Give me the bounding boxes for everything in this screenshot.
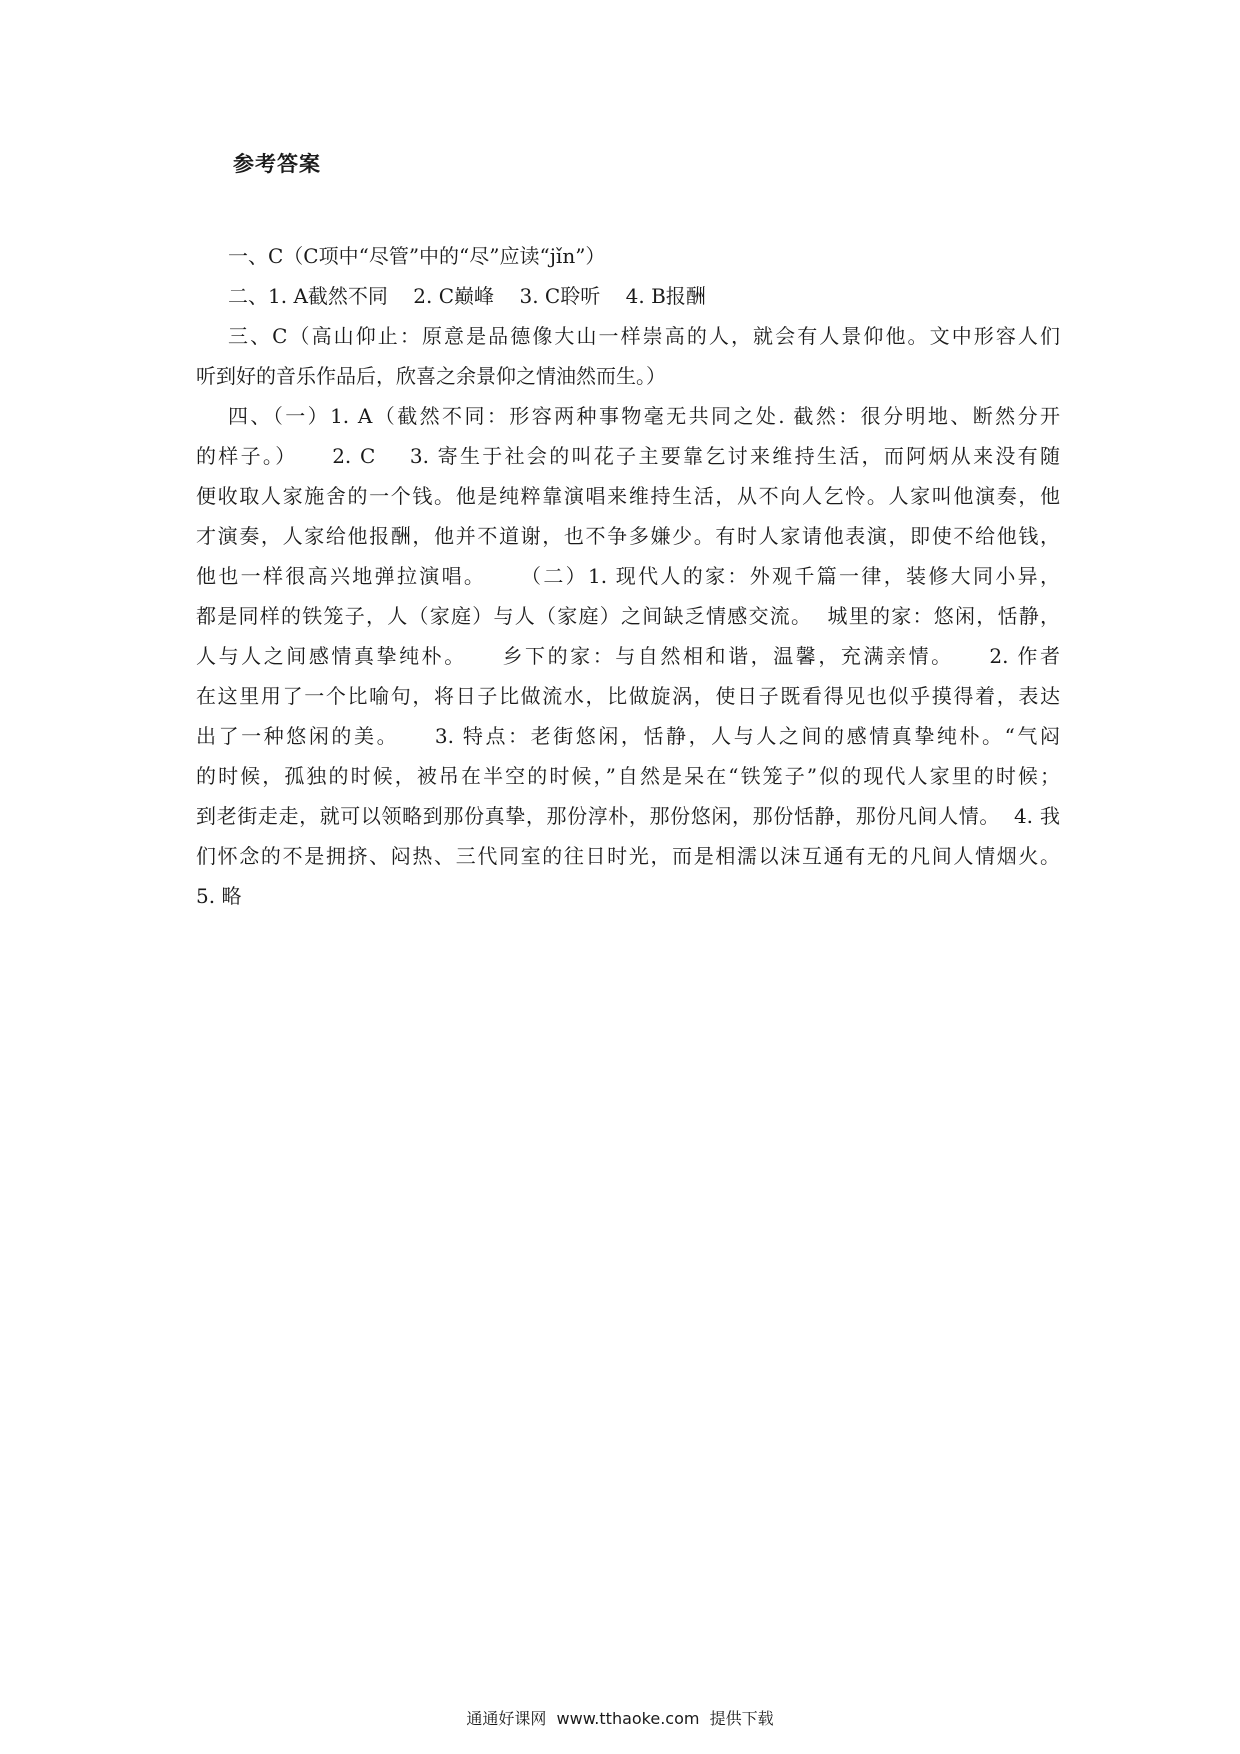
answer-line-11: 人与人之间感情真挚纯朴。 乡下的家：与自然相和谐，温馨，充满亲情。 2. 作者 [196,644,1060,668]
answer-line-6: 的样子。） 2. C 3. 寄生于社会的叫花子主要靠乞讨来维持生活，而阿炳从来没有随 [196,444,1060,468]
answer-line-15: 到老街走走，就可以领略到那份真挚，那份淳朴，那份悠闲，那份恬静，那份凡间人情。 4. 我 [196,804,1060,828]
answer-line-9: 他也一样很高兴地弹拉演唱。 （二）1. 现代人的家：外观千篇一律，装修大同小异， [196,564,1060,588]
answer-line-14: 的时候，孤独的时候，被吊在半空的时候，”自然是呆在“铁笼子”似的现代人家里的时候； [196,764,1060,788]
answer-line-3: 三、C（高山仰止：原意是品德像大山一样崇高的人，就会有人景仰他。文中形容人们 [228,324,1060,348]
answer-line-1: 一、C（C项中“尽管”中的“尽”应读“jǐn”） [228,244,606,268]
answer-line-16: 们怀念的不是拥挤、闷热、三代同室的往日时光，而是相濡以沫互通有无的凡间人情烟火。 [196,844,1060,868]
answer-line-12: 在这里用了一个比喻句，将日子比做流水，比做旋涡，使日子既看得见也似乎摸得着，表达 [196,684,1060,708]
answer-line-4: 听到好的音乐作品后，欣喜之余景仰之情油然而生。） [196,364,666,388]
footer-credit: 通通好课网 www.tthaoke.com 提供下载 [466,1709,774,1728]
answer-line-13: 出了一种悠闲的美。 3. 特点：老街悠闲，恬静，人与人之间的感情真挚纯朴。“气闷 [196,724,1060,748]
answer-line-5: 四、（一）1. A（截然不同：形容两种事物毫无共同之处. 截然：很分明地、断然分开 [228,404,1060,428]
answer-line-8: 才演奏，人家给他报酬，他并不道谢，也不争多嫌少。有时人家请他表演，即使不给他钱， [196,524,1060,548]
answer-line-17: 5. 略 [196,884,242,908]
answer-line-2: 二、1. A截然不同 2. C巅峰 3. C聆听 4. B报酬 [228,284,706,308]
answer-body [196,236,1060,916]
answer-line-7: 便收取人家施舍的一个钱。他是纯粹靠演唱来维持生活，从不向人乞怜。人家叫他演奏，他 [196,484,1060,508]
answer-line-10: 都是同样的铁笼子，人（家庭）与人（家庭）之间缺乏情感交流。 城里的家：悠闲，恬静， [196,604,1060,628]
page-title: 参考答案 [233,152,321,176]
